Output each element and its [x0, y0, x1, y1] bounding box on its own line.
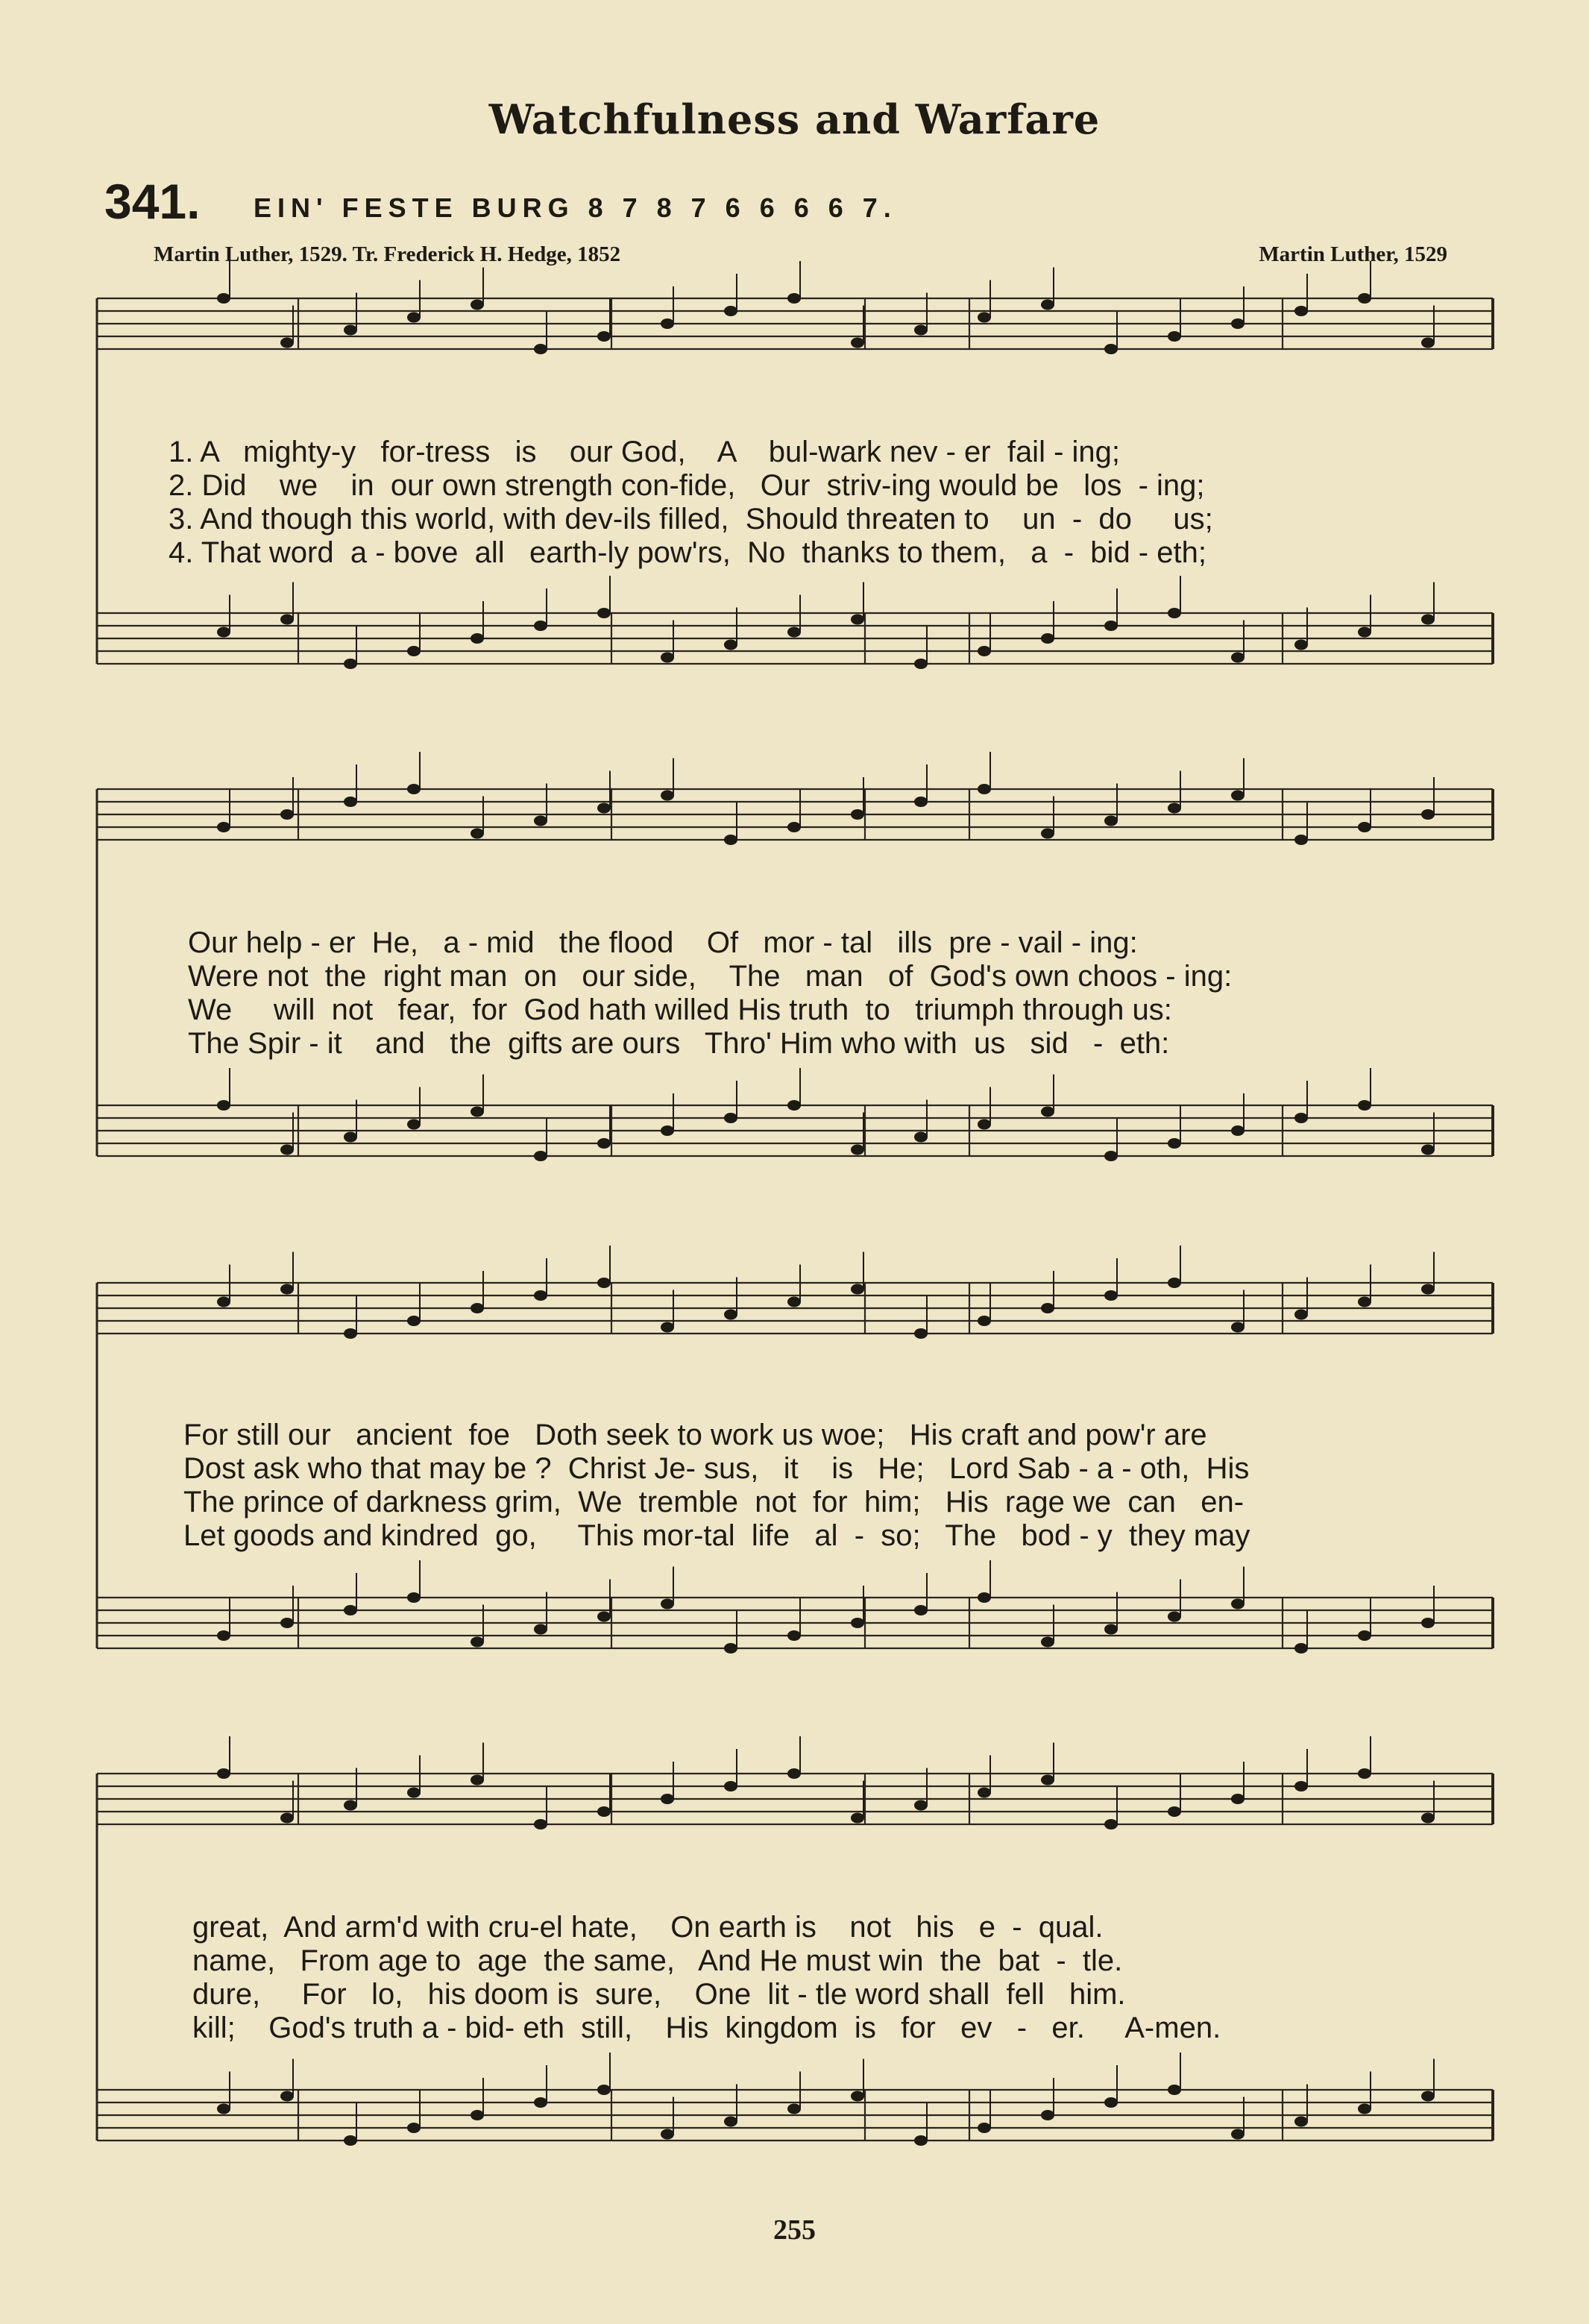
note-head: [661, 1125, 674, 1136]
note-head: [978, 1316, 991, 1326]
note-head: [471, 1107, 484, 1117]
note-head: [1358, 1630, 1371, 1641]
note-head: [217, 293, 230, 304]
note-head: [914, 1132, 928, 1143]
note-head: [597, 1806, 611, 1817]
note-head: [217, 822, 230, 832]
note-head: [1104, 2097, 1118, 2108]
note-head: [1104, 344, 1118, 354]
note-head: [280, 2091, 294, 2102]
note-head: [724, 1310, 737, 1320]
note-head: [661, 1794, 674, 1804]
note-head: [217, 1768, 230, 1779]
note-head: [914, 1328, 928, 1339]
note-head: [1168, 1612, 1181, 1622]
note-head: [851, 1145, 864, 1155]
note-head: [724, 1113, 737, 1123]
note-head: [1168, 608, 1181, 618]
note-head: [978, 1788, 991, 1798]
note-head: [1421, 1618, 1435, 1628]
lyric-line: 4. That word a - bove all earth-ly pow'rs, No thanks to them, a - bid - eth;: [169, 536, 1206, 569]
note-head: [787, 1630, 801, 1641]
note-head: [1421, 1813, 1435, 1824]
note-head: [471, 300, 484, 310]
note-head: [1041, 633, 1054, 644]
note-head: [1231, 1794, 1245, 1804]
note-head: [661, 1322, 674, 1333]
note-head: [1294, 306, 1308, 316]
note-head: [787, 1768, 801, 1779]
note-head: [1041, 1637, 1054, 1648]
note-head: [661, 318, 674, 329]
note-head: [407, 784, 421, 794]
note-head: [787, 293, 801, 304]
note-head: [471, 1303, 484, 1313]
note-head: [534, 1290, 547, 1301]
note-head: [724, 2117, 737, 2127]
note-head: [1358, 1100, 1371, 1111]
note-head: [1041, 300, 1054, 310]
note-head: [534, 2097, 547, 2108]
note-head: [407, 646, 421, 656]
note-head: [1231, 653, 1245, 663]
lyric-line: Our help - er He, a - mid the flood Of mor - tal ills pre - vail - ing:: [188, 926, 1138, 959]
note-head: [914, 659, 928, 669]
lyric-line: dure, For lo, his doom is sure, One lit - tle word shall fell him.: [192, 1978, 1126, 2011]
note-head: [1231, 2129, 1245, 2140]
note-head: [1358, 293, 1371, 304]
note-head: [1168, 1806, 1181, 1817]
note-head: [344, 1132, 357, 1143]
note-head: [597, 608, 611, 618]
note-head: [851, 1618, 864, 1628]
note-head: [1104, 1624, 1118, 1635]
music-credit: Martin Luther, 1529: [1259, 242, 1447, 266]
note-head: [1231, 1322, 1245, 1333]
section-title: Watchfulness and Warfare: [488, 95, 1101, 143]
note-head: [724, 1643, 737, 1654]
note-head: [787, 1297, 801, 1307]
note-head: [280, 809, 294, 820]
note-head: [597, 1278, 611, 1288]
lyric-line: We will not fear, for God hath willed His truth to triumph through us:: [188, 993, 1172, 1026]
lyric-line: Were not the right man on our side, The man of God's own choos - ing:: [188, 960, 1233, 993]
note-head: [787, 822, 801, 832]
note-head: [471, 2110, 484, 2120]
note-head: [280, 338, 294, 348]
note-head: [851, 1284, 864, 1295]
note-head: [344, 1605, 357, 1615]
note-head: [534, 621, 547, 631]
note-head: [534, 1624, 547, 1635]
note-head: [1294, 835, 1308, 845]
note-head: [471, 829, 484, 839]
note-head: [1358, 1297, 1371, 1307]
note-head: [280, 615, 294, 625]
note-head: [661, 791, 674, 801]
note-head: [851, 1813, 864, 1824]
note-head: [724, 835, 737, 845]
note-head: [597, 803, 611, 814]
lyrics-system-3: [183, 1419, 1250, 1553]
note-head: [1104, 816, 1118, 826]
lyric-line: 2. Did we in our own strength con-fide, Our striv-ing would be los - ing;: [169, 469, 1205, 502]
note-head: [978, 646, 991, 656]
note-head: [1104, 1151, 1118, 1161]
note-head: [1421, 1284, 1435, 1295]
note-head: [1041, 1303, 1054, 1313]
note-head: [217, 2104, 230, 2114]
note-head: [851, 2091, 864, 2102]
note-head: [407, 2123, 421, 2133]
note-head: [978, 1592, 991, 1603]
note-head: [724, 1781, 737, 1791]
note-head: [217, 1100, 230, 1111]
lyrics-system-2: [188, 926, 1232, 1061]
note-head: [597, 1612, 611, 1622]
note-head: [407, 313, 421, 323]
note-head: [534, 816, 547, 826]
lyric-line: 3. And though this world, with dev-ils filled, Should threaten to un - do us;: [169, 503, 1213, 536]
lyric-line: kill; God's truth a - bid- eth still, His kingdom is for ev - er. A-men.: [192, 2011, 1221, 2044]
note-head: [978, 784, 991, 794]
note-head: [787, 2104, 801, 2114]
note-head: [1294, 1310, 1308, 1320]
lyric-line: Dost ask who that may be ? Christ Je- sus, it is He; Lord Sab - a - oth, His: [183, 1452, 1250, 1485]
note-head: [1358, 1768, 1371, 1779]
note-head: [1294, 1781, 1308, 1791]
note-head: [1231, 1125, 1245, 1136]
note-head: [217, 1297, 230, 1307]
note-head: [851, 809, 864, 820]
note-head: [1168, 2085, 1181, 2095]
note-head: [1231, 1599, 1245, 1609]
note-head: [1168, 1278, 1181, 1288]
note-head: [217, 1630, 230, 1641]
note-head: [1168, 803, 1181, 814]
note-head: [661, 2129, 674, 2140]
note-head: [1041, 829, 1054, 839]
note-head: [1104, 1290, 1118, 1301]
note-head: [534, 1819, 547, 1830]
note-head: [280, 1145, 294, 1155]
note-head: [978, 313, 991, 323]
note-head: [280, 1284, 294, 1295]
note-head: [344, 659, 357, 669]
note-head: [978, 2123, 991, 2133]
note-head: [1041, 1775, 1054, 1786]
note-head: [407, 1316, 421, 1326]
note-head: [597, 2085, 611, 2095]
note-head: [1168, 1138, 1181, 1149]
lyric-line: name, From age to age the same, And He must win the bat - tle.: [192, 1944, 1123, 1977]
lyric-line: The prince of darkness grim, We tremble not for him; His rage we can en-: [183, 1486, 1245, 1519]
lyric-line: The Spir - it and the gifts are ours Thro' Him who with us sid - eth:: [188, 1027, 1170, 1060]
note-head: [1421, 809, 1435, 820]
note-head: [1358, 2104, 1371, 2114]
note-head: [978, 1119, 991, 1130]
note-head: [344, 797, 357, 807]
note-head: [724, 306, 737, 316]
tune-name-meter: EIN' FESTE BURG 8 7 8 7 6 6 6 6 7.: [254, 192, 897, 223]
note-head: [280, 1813, 294, 1824]
note-head: [534, 344, 547, 354]
note-head: [280, 1618, 294, 1628]
lyrics-system-1: [169, 436, 1213, 570]
note-head: [534, 1151, 547, 1161]
lyric-line: great, And arm'd with cru-el hate, On earth is not his e - qual.: [192, 1911, 1104, 1944]
note-head: [1421, 615, 1435, 625]
note-head: [1041, 2110, 1054, 2120]
note-head: [1168, 331, 1181, 342]
note-head: [597, 1138, 611, 1149]
lyric-line: 1. A mighty-y for-tress is our God, A bul-wark nev - er fail - ing;: [169, 436, 1120, 468]
note-head: [1421, 2091, 1435, 2102]
page-number: 255: [773, 2214, 816, 2246]
note-head: [217, 627, 230, 638]
note-head: [344, 1800, 357, 1811]
note-head: [1358, 822, 1371, 832]
note-head: [344, 2135, 357, 2146]
note-head: [1104, 1819, 1118, 1830]
note-head: [1041, 1107, 1054, 1117]
note-head: [661, 1599, 674, 1609]
note-head: [914, 2135, 928, 2146]
note-head: [1358, 627, 1371, 638]
note-head: [914, 325, 928, 336]
note-head: [1294, 640, 1308, 650]
note-head: [661, 653, 674, 663]
note-head: [1231, 318, 1245, 329]
note-head: [787, 627, 801, 638]
note-head: [471, 633, 484, 644]
note-head: [914, 797, 928, 807]
note-head: [914, 1800, 928, 1811]
note-head: [1104, 621, 1118, 631]
lyric-line: Let goods and kindred go, This mor-tal life al - so; The bod - y they may: [183, 1519, 1250, 1552]
note-head: [787, 1100, 801, 1111]
note-head: [407, 1119, 421, 1130]
note-head: [471, 1775, 484, 1786]
note-head: [1231, 791, 1245, 801]
note-head: [851, 338, 864, 348]
note-head: [597, 331, 611, 342]
note-head: [407, 1788, 421, 1798]
hymn-number: 341.: [104, 174, 201, 229]
note-head: [407, 1592, 421, 1603]
note-head: [1294, 2117, 1308, 2127]
lyric-line: For still our ancient foe Doth seek to work us woe; His craft and pow'r are: [183, 1419, 1207, 1451]
note-head: [724, 640, 737, 650]
note-head: [1421, 338, 1435, 348]
note-head: [851, 615, 864, 625]
note-head: [1294, 1643, 1308, 1654]
lyrics-system-4: [192, 1911, 1221, 2045]
text-credit: Martin Luther, 1529. Tr. Frederick H. Hedge, 1852: [154, 242, 621, 266]
note-head: [1294, 1113, 1308, 1123]
note-head: [1421, 1145, 1435, 1155]
note-head: [344, 325, 357, 336]
note-head: [914, 1605, 928, 1615]
note-head: [471, 1637, 484, 1648]
note-head: [344, 1328, 357, 1339]
